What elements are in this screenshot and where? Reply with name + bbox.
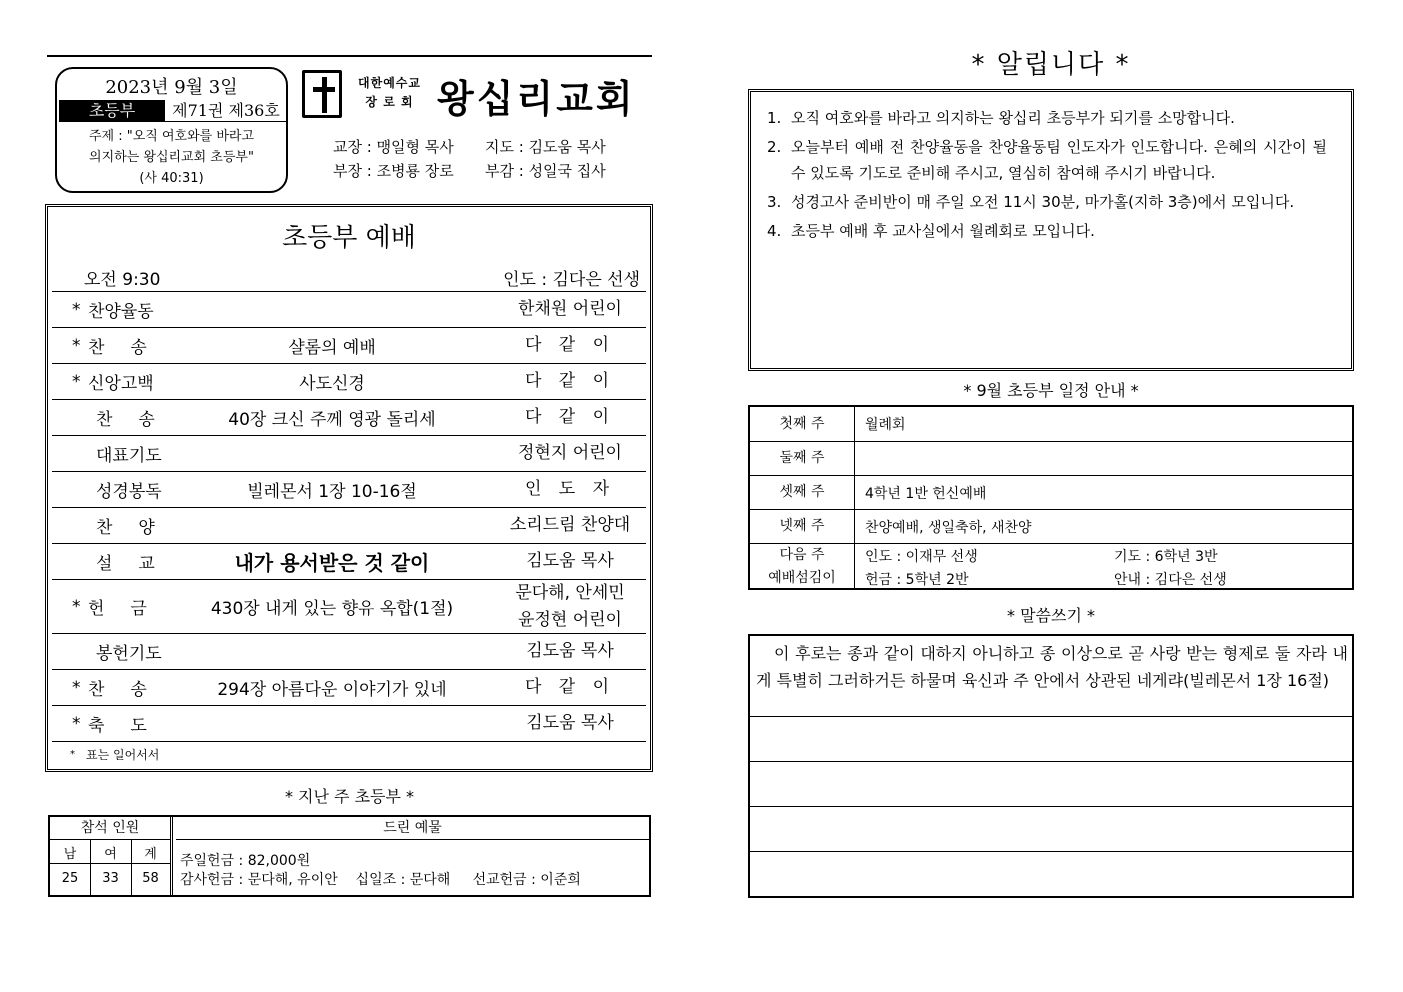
worship-time: 오전 9:30	[84, 270, 161, 290]
deputy-head: 부감 : 성일국 집사	[485, 162, 606, 180]
order-by-line: 다 같 이	[524, 677, 616, 697]
department-badge: 초등부	[59, 100, 165, 122]
order-item: 신앙고백	[88, 374, 154, 394]
order-content	[172, 634, 492, 669]
order-by-line: 김도움 목사	[526, 641, 614, 661]
cross-logo-icon	[302, 70, 342, 118]
order-content: 40장 크신 주께 영광 돌리세	[228, 410, 436, 430]
order-by	[492, 292, 648, 327]
order-content	[172, 436, 492, 471]
total-label: 계	[144, 847, 157, 862]
order-row	[52, 327, 646, 363]
week-event: 찬양예배, 생일축하, 새찬양	[865, 519, 1032, 536]
last-week-table	[48, 815, 651, 897]
order-by	[492, 580, 648, 633]
verse-text: 이 후로는 종과 같이 대하지 아니하고 종 이상으로 곧 사랑 받는 형제로 둘 자라 내게 특별히 그러하거든 하물며 육신과 주 안에서 상관된 네게랴(빌레몬서 1장 16절)	[756, 644, 1348, 690]
staff-list	[333, 135, 637, 183]
announcement-text: 초등부 예배 후 교사실에서 월례회로 모입니다.	[791, 222, 1095, 240]
announcement-list	[767, 105, 1327, 244]
standing-note-row	[52, 741, 646, 767]
order-item: 봉헌기도	[96, 644, 162, 664]
next-leader: 인도 : 이재무 선생	[865, 549, 978, 565]
week-label: 첫째 주	[750, 407, 855, 441]
order-by	[492, 544, 648, 579]
standing-mark: *	[72, 371, 81, 392]
next-prayer: 기도 : 6학년 3반	[1114, 549, 1218, 565]
male-count: 25	[61, 871, 79, 886]
standing-note-mark: *	[70, 749, 75, 760]
order-by-line: 김도움 목사	[526, 713, 614, 733]
order-row	[52, 291, 646, 327]
order-by-line: 다 같 이	[524, 335, 616, 355]
order-item: 축도	[88, 716, 173, 736]
order-content: 빌레몬서 1장 10-16절	[247, 482, 417, 502]
order-row	[52, 543, 646, 579]
order-row	[52, 705, 646, 741]
order-item: 설교	[96, 554, 181, 574]
bulletin-date: 2023년 9월 3일	[105, 77, 238, 98]
schedule-row	[750, 509, 1352, 543]
last-week-title: * 지난 주 초등부 *	[284, 787, 415, 806]
order-item: 헌금	[88, 599, 173, 619]
offering-header: 드린 예물	[176, 817, 649, 840]
verse-writing-box	[748, 634, 1354, 898]
attendance-divider	[50, 863, 170, 864]
denomination-line: 대한예수교	[358, 76, 421, 90]
order-by-line: 다 같 이	[524, 371, 616, 391]
next-week-label-line: 예배섬김이	[768, 570, 836, 586]
order-by-line: 김도움 목사	[526, 551, 614, 571]
schedule-row	[750, 475, 1352, 509]
sunday-offering: 주일헌금 : 82,000원	[180, 853, 311, 869]
standing-mark: *	[72, 596, 81, 617]
female-label: 여	[104, 847, 117, 862]
order-by-line: 한채원 어린이	[518, 299, 622, 319]
order-row	[52, 579, 646, 633]
order-by-line: 인 도 자	[524, 479, 616, 499]
standing-mark: *	[72, 677, 81, 698]
week-label: 셋째 주	[750, 476, 855, 509]
next-week-servers-row	[750, 543, 1352, 590]
order-content	[172, 706, 492, 741]
announcement-text: 성경고사 준비반이 매 주일 오전 11시 30분, 마가홀(지하 3층)에서 모입니다.	[791, 193, 1295, 211]
order-row	[52, 507, 646, 543]
schedule-table	[748, 405, 1354, 590]
principal: 교장 : 맹일형 목사	[333, 138, 454, 156]
week-label: 넷째 주	[750, 510, 855, 543]
order-row	[52, 435, 646, 471]
theme-line: 주제 : "오직 여호와를 바라고	[88, 129, 255, 144]
order-by	[492, 670, 648, 705]
announcement-number: 4.	[767, 222, 782, 240]
order-item: 찬양율동	[88, 302, 154, 322]
worship-leader: 인도 : 김다은 선생	[503, 270, 640, 290]
order-by-line: 정현지 어린이	[518, 443, 622, 463]
order-item: 찬송	[88, 338, 173, 358]
order-content: 430장 내게 있는 향유 옥합(1절)	[210, 599, 454, 619]
announcement-item	[767, 218, 1327, 244]
announcement-item	[767, 105, 1327, 131]
announcement-number: 2.	[767, 138, 782, 156]
order-by-line: 문다해, 안세민	[515, 582, 625, 603]
director: 지도 : 김도움 목사	[485, 138, 606, 156]
next-usher: 안내 : 김다은 선생	[1114, 572, 1227, 588]
writing-line	[750, 761, 1352, 762]
week-label: 둘째 주	[750, 442, 855, 475]
department-head: 부장 : 조병룡 장로	[333, 162, 454, 180]
male-label: 남	[63, 847, 77, 862]
announcement-text: 오직 여호와를 바라고 의지하는 왕십리 초등부가 되기를 소망합니다.	[791, 109, 1235, 127]
worship-order	[45, 204, 653, 772]
total-count: 58	[142, 871, 159, 886]
order-content	[172, 508, 492, 543]
denomination-line: 장 로 회	[365, 95, 414, 109]
volume-number: 제71권 제36호	[165, 100, 287, 122]
theme-text	[57, 126, 286, 189]
announcement-text: 오늘부터 예배 전 찬양율동을 찬양율동팀 인도자가 인도합니다. 은혜의 시간이 될 수 있도록 기도로 준비해 주시고, 열심히 참여해 주시기 바랍니다.	[791, 138, 1327, 182]
top-rule	[47, 55, 652, 57]
order-by-line: 윤정현 어린이	[518, 609, 622, 630]
order-row	[52, 471, 646, 507]
order-by	[492, 472, 648, 507]
theme-line: (사 40:31)	[139, 171, 204, 186]
writing-line	[750, 851, 1352, 852]
order-by	[492, 706, 648, 741]
standing-mark: *	[72, 299, 81, 320]
announcements-box	[748, 89, 1354, 371]
order-by	[492, 328, 648, 363]
theme-line: 의지하는 왕십리교회 초등부"	[89, 150, 254, 165]
order-by	[492, 508, 648, 543]
order-by	[492, 634, 648, 669]
announcement-item	[767, 189, 1327, 215]
bulletin-info-box	[55, 67, 288, 193]
sermon-title: 내가 용서받은 것 같이	[234, 551, 430, 575]
week-event: 월례회	[865, 417, 906, 433]
writing-line	[750, 806, 1352, 807]
schedule-row	[750, 407, 1352, 441]
order-by	[492, 400, 648, 435]
week-event: 4학년 1반 헌신예배	[865, 485, 987, 502]
order-by-line: 소리드림 찬양대	[509, 515, 631, 535]
worship-meta	[84, 265, 640, 290]
church-logo	[302, 68, 647, 120]
order-item: 찬양	[96, 518, 181, 538]
church-name: 왕십리교회	[437, 76, 636, 121]
announcement-item	[767, 134, 1327, 186]
standing-mark: *	[72, 335, 81, 356]
order-by	[492, 436, 648, 471]
order-item: 성경봉독	[96, 482, 162, 502]
announcement-number: 1.	[767, 109, 782, 127]
next-week-label	[750, 544, 855, 590]
order-item: 대표기도	[96, 446, 162, 466]
order-row	[52, 363, 646, 399]
order-row	[52, 669, 646, 705]
order-content	[172, 292, 492, 327]
standing-mark: *	[72, 713, 81, 734]
order-content: 사도신경	[299, 374, 365, 394]
schedule-row	[750, 441, 1352, 475]
writing-line	[750, 716, 1352, 717]
order-by-line: 다 같 이	[524, 407, 616, 427]
next-offering: 헌금 : 5학년 2반	[865, 572, 969, 588]
attendance-header: 참석 인원	[50, 817, 170, 840]
order-content: 294장 아름다운 이야기가 있네	[217, 680, 447, 700]
attendance-section	[50, 817, 173, 895]
schedule-title: * 9월 초등부 일정 안내 *	[963, 381, 1139, 400]
worship-title: 초등부 예배	[282, 223, 416, 253]
other-offerings: 감사헌금 : 문다해, 유이안 십일조 : 문다해 선교헌금 : 이준희	[180, 872, 581, 888]
order-item: 찬송	[96, 410, 181, 430]
announcements-title: * 알립니다 *	[971, 50, 1131, 80]
next-week-label-line: 다음 주	[779, 547, 825, 563]
verse-title: * 말씀쓰기 *	[1007, 606, 1095, 625]
announcement-number: 3.	[767, 193, 782, 211]
order-row	[52, 399, 646, 435]
worship-rows	[52, 291, 646, 767]
standing-note: 표는 일어서서	[86, 748, 160, 762]
order-content: 샬롬의 예배	[288, 338, 376, 358]
order-row	[52, 633, 646, 669]
order-by	[492, 364, 648, 399]
order-item: 찬송	[88, 680, 173, 700]
denomination-text	[352, 74, 427, 112]
female-count: 33	[102, 871, 119, 886]
